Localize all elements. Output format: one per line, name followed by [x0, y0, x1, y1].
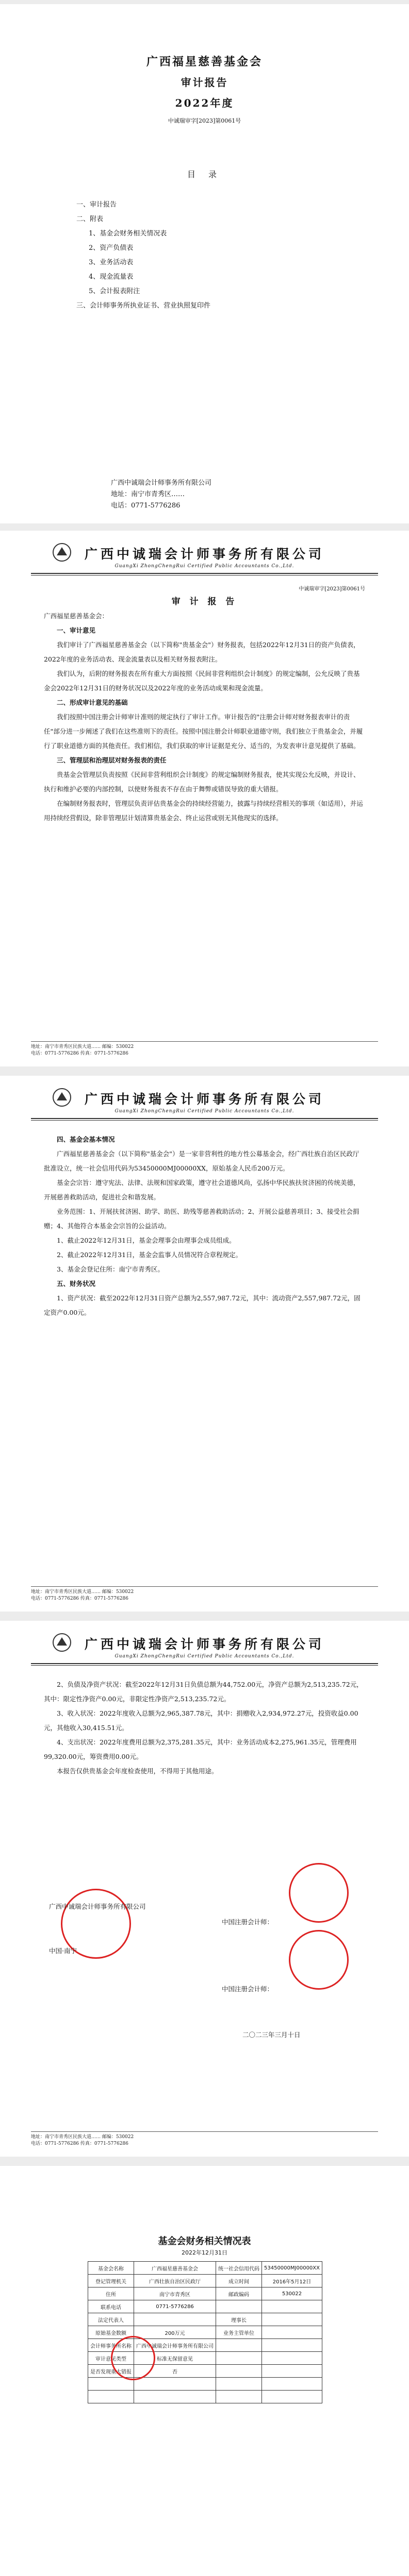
audit-page-3	[0, 1621, 409, 2157]
paragraph: 业务范围：1、开展扶贫济困、助学、助医、助残等慈善救助活动；2、开展公益慈善项目；3、接受社会捐赠；4、其他符合本基金会宗旨的公益活动。	[44, 1208, 359, 1230]
cover-firm-address: 地址：南宁市青秀区……	[111, 490, 185, 498]
disclosure-date: 2022年12月31日	[182, 2249, 227, 2256]
table-cell: 审计意见类型	[88, 2352, 134, 2365]
toc-item: 一、审计报告	[76, 201, 117, 209]
table-cell	[262, 2365, 322, 2378]
table-cell	[262, 2391, 322, 2403]
table-cell	[262, 2339, 322, 2352]
audit-page-1	[0, 531, 409, 1066]
paragraph: 我们审计了广西福星慈善基金会（以下简称"贵基金会"）财务报表，包括2022年12月31日的资产负债表，2022年度的业务活动表、现金流量表以及相关财务报表附注。	[44, 641, 360, 663]
cover-org-name: 广西福星慈善基金会	[146, 55, 263, 69]
table-cell	[216, 2378, 262, 2391]
toc-item: 三、会计师事务所执业证书、营业执照复印件	[76, 302, 211, 310]
table-cell: 基金会名称	[88, 2262, 134, 2275]
report-date-block	[242, 2028, 361, 2042]
section-heading: 二、形成审计意见的基础	[57, 699, 128, 706]
table-cell	[262, 2352, 322, 2365]
organization-seal	[111, 2336, 155, 2380]
table-cell: 53450000MJ00000XX	[262, 2262, 322, 2275]
letterhead-title: 广西中诚瑞会计师事务所有限公司	[84, 1637, 324, 1652]
toc-item: 二、附表	[76, 215, 104, 223]
table-row	[88, 2326, 322, 2339]
paragraph: 我们按照中国注册会计师审计准则的规定执行了审计工作。审计报告的"注册会计师对财务报表审计的责任"部分进一步阐述了我们在这些准则下的责任。按照中国注册会计师职业道德守则，我们独立于贵基金会，并履行了职业道德方面的其他责任。我们相信，我们获取的审计证据是充分、适当的，为发表审计意见提供了基础。	[44, 713, 363, 750]
table-row	[88, 2275, 322, 2287]
letterhead-rule	[31, 1665, 378, 1666]
report-heading: 审 计 报 告	[171, 597, 238, 607]
cover-firm-name: 广西中诚瑞会计师事务所有限公司	[111, 479, 212, 487]
table-cell	[216, 2352, 262, 2365]
letterhead-rule	[31, 573, 378, 574]
table-cell	[262, 2378, 322, 2391]
table-cell: 法定代表人	[88, 2313, 134, 2326]
table-cell	[134, 2391, 216, 2403]
table-cell: 成立时间	[216, 2275, 262, 2287]
table-row	[88, 2287, 322, 2300]
signature-block-cpa	[222, 1889, 377, 2023]
table-cell: 会计师事务所名称	[88, 2339, 134, 2352]
table-cell: 标准无保留意见	[134, 2352, 216, 2365]
report-date: 二〇二三年三月十日	[242, 2031, 301, 2039]
toc-item: 4、现金流量表	[89, 273, 134, 281]
audit-body	[44, 584, 365, 825]
page-footer	[31, 2131, 378, 2147]
paragraph: 3、基金会登记住所：南宁市青秀区。	[57, 1265, 164, 1273]
toc-heading: 目 录	[187, 170, 222, 179]
table-cell: 广西壮族自治区民政厅	[134, 2275, 216, 2287]
footer-address: 地址：南宁市青秀区民族大道…… 邮编：530022	[31, 1044, 134, 1049]
table-cell	[88, 2391, 134, 2403]
table-cell	[262, 2300, 322, 2313]
paragraph: 4、支出状况：2022年度费用总额为2,375,281.35元，其中：业务活动成本2,275,961.35元，管理费用99,320.00元，筹资费用0.00元。	[44, 1738, 357, 1760]
cpa-label: 中国注册会计师：	[222, 1985, 274, 1993]
letterhead-title: 广西中诚瑞会计师事务所有限公司	[84, 1092, 324, 1107]
letterhead-subtitle: GuangXi ZhongChengRui Certified Public Accountants Co.,Ltd.	[114, 564, 295, 569]
paragraph: 1、资产状况：截至2022年12月31日资产总额为2,557,987.72元，其中：流动资产2,557,987.72元，固定资产0.00元。	[44, 1294, 361, 1316]
disclosure-page	[0, 2166, 409, 2576]
letterhead-subtitle: GuangXi ZhongChengRui Certified Public Accountants Co.,Ltd.	[114, 1109, 295, 1114]
table-cell: 住所	[88, 2287, 134, 2300]
table-cell: 530022	[262, 2287, 322, 2300]
section-heading: 四、基金会基本情况	[57, 1136, 115, 1143]
table-row	[88, 2391, 322, 2403]
footer-contact: 电话：0771-5776286 传真：0771-5776286	[31, 1051, 128, 1056]
table-cell: 原始基金数额	[88, 2326, 134, 2339]
table-cell: 200万元	[134, 2326, 216, 2339]
table-cell: 业务主管单位	[216, 2326, 262, 2339]
paragraph: 贵基金会管理层负责按照《民间非营利组织会计制度》的规定编制财务报表，使其实现公允反映，并设计、执行和维护必要的内部控制，以使财务报表不存在由于舞弊或错误导致的重大错报。	[44, 771, 360, 793]
toc-item: 2、资产负债表	[89, 244, 134, 252]
footer-contact: 电话：0771-5776286 传真：0771-5776286	[31, 2141, 128, 2146]
paragraph: 3、收入状况：2022年度收入总额为2,965,387.78元，其中：捐赠收入2,934,972.27元，投资收益0.00元，其他收入30,415.51元。	[44, 1709, 358, 1732]
table-cell: 统一社会信用代码	[216, 2262, 262, 2275]
table-cell: 广西福星慈善基金会	[134, 2262, 216, 2275]
section-heading: 一、审计意见	[57, 626, 96, 634]
table-cell	[216, 2365, 262, 2378]
table-cell: 南宁市青秀区	[134, 2287, 216, 2300]
table-cell: 0771-5776286	[134, 2300, 216, 2313]
letterhead-subtitle: GuangXi ZhongChengRui Certified Public Accountants Co.,Ltd.	[114, 1654, 295, 1659]
letterhead-rule	[31, 1663, 378, 1664]
table-cell: 邮政编码	[216, 2287, 262, 2300]
cpa-label: 中国注册会计师：	[222, 1918, 274, 1926]
toc-item: 5、会计报表附注	[89, 287, 140, 295]
table-cell: 是否发现重大错报	[88, 2365, 134, 2378]
footer-address: 地址：南宁市青秀区民族大道…… 邮编：530022	[31, 1589, 134, 1595]
toc-item: 1、基金会财务相关情况表	[89, 230, 167, 238]
table-cell: 联系电话	[88, 2300, 134, 2313]
paragraph: 1、截止2022年12月31日，基金会理事会由理事会成员组成。	[57, 1236, 236, 1244]
paragraph: 本报告仅供贵基金会年度检查使用，不得用于其他用途。	[57, 1767, 218, 1775]
audit-body	[44, 1677, 365, 1778]
page-footer	[31, 1586, 378, 1602]
cover-report-no: 中诚瑞审字[2023]第0061号	[168, 117, 241, 124]
table-cell: 登记管理机关	[88, 2275, 134, 2287]
paragraph: 在编制财务报表时，管理层负责评估贵基金会的持续经营能力，披露与持续经营相关的事项（如适用），并运用持续经营假设，除非管理层计划清算贵基金会、终止运营或别无其他现实的选择。	[44, 800, 363, 822]
letterhead-rule	[31, 1118, 378, 1119]
toc-item: 3、业务活动表	[89, 259, 134, 266]
paragraph: 2、截止2022年12月31日，基金会监事人员情况符合章程规定。	[57, 1251, 242, 1259]
table-cell	[262, 2313, 322, 2326]
table-cell	[216, 2391, 262, 2403]
signature-block-firm	[49, 1899, 183, 1959]
city: 中国·南宁	[49, 1947, 77, 1955]
table-row	[88, 2262, 322, 2275]
footer-address: 地址：南宁市青秀区民族大道…… 邮编：530022	[31, 2134, 134, 2140]
paragraph: 广西福星慈善基金会（以下简称"基金会"）是一家非营利性的地方性公募基金会，经广西壮族自治区民政厅批准设立，统一社会信用代码为53450000MJ00000XX，原始基金人民币200万元。	[44, 1150, 359, 1172]
disclosure-table	[88, 2261, 322, 2403]
cover-year: 2022年度	[175, 97, 234, 109]
cover-firm-phone: 电话：0771-5776286	[111, 502, 181, 510]
report-no: 中诚瑞审字[2023]第0061号	[299, 586, 365, 592]
table-cell: 否	[134, 2365, 216, 2378]
footer-contact: 电话：0771-5776286 传真：0771-5776286	[31, 1596, 128, 1601]
paragraph: 我们认为，后附的财务报表在所有重大方面按照《民间非营利组织会计制度》的规定编制，公允反映了贵基金会2022年12月31日的财务状况以及2022年度的业务活动成果和现金流量。	[44, 670, 360, 692]
paragraph: 基金会宗旨：遵守宪法、法律、法规和国家政策，遵守社会道德风尚，弘扬中华民族扶贫济困的传统美德，开展慈善救助活动，促进社会和谐发展。	[44, 1179, 360, 1201]
table-row	[88, 2300, 322, 2313]
cover-report-title: 审计报告	[181, 76, 228, 89]
table-cell	[134, 2378, 216, 2391]
section-heading: 三、管理层和治理层对财务报表的责任	[57, 756, 167, 764]
disclosure-title: 基金会财务相关情况表	[158, 2236, 251, 2247]
table-cell	[216, 2339, 262, 2352]
firm-name: 广西中诚瑞会计师事务所有限公司	[49, 1903, 146, 1910]
table-cell: 广西中诚瑞会计师事务所有限公司	[134, 2339, 216, 2352]
table-row	[88, 2313, 322, 2326]
table-cell	[262, 2326, 322, 2339]
audit-body	[44, 1132, 365, 1320]
letterhead-title: 广西中诚瑞会计师事务所有限公司	[84, 547, 324, 562]
table-row	[88, 2378, 322, 2391]
table-cell: 理事长	[216, 2313, 262, 2326]
paragraph: 2、负债及净资产状况：截至2022年12月31日负债总额为44,752.00元，净资产总额为2,513,235.72元，其中：限定性净资产0.00元，非限定性净资产2,513,235.72元。	[44, 1681, 363, 1703]
toc-list	[76, 199, 365, 314]
section-heading: 五、财务状况	[57, 1280, 96, 1287]
table-cell: 2016年5月12日	[262, 2275, 322, 2287]
table-cell	[134, 2313, 216, 2326]
audit-page-2	[0, 1076, 409, 1612]
page-footer	[31, 1041, 378, 1057]
salutation: 广西福星慈善基金会：	[44, 612, 109, 620]
table-cell	[216, 2300, 262, 2313]
letterhead-rule	[31, 1120, 378, 1121]
cover-page	[0, 4, 409, 523]
